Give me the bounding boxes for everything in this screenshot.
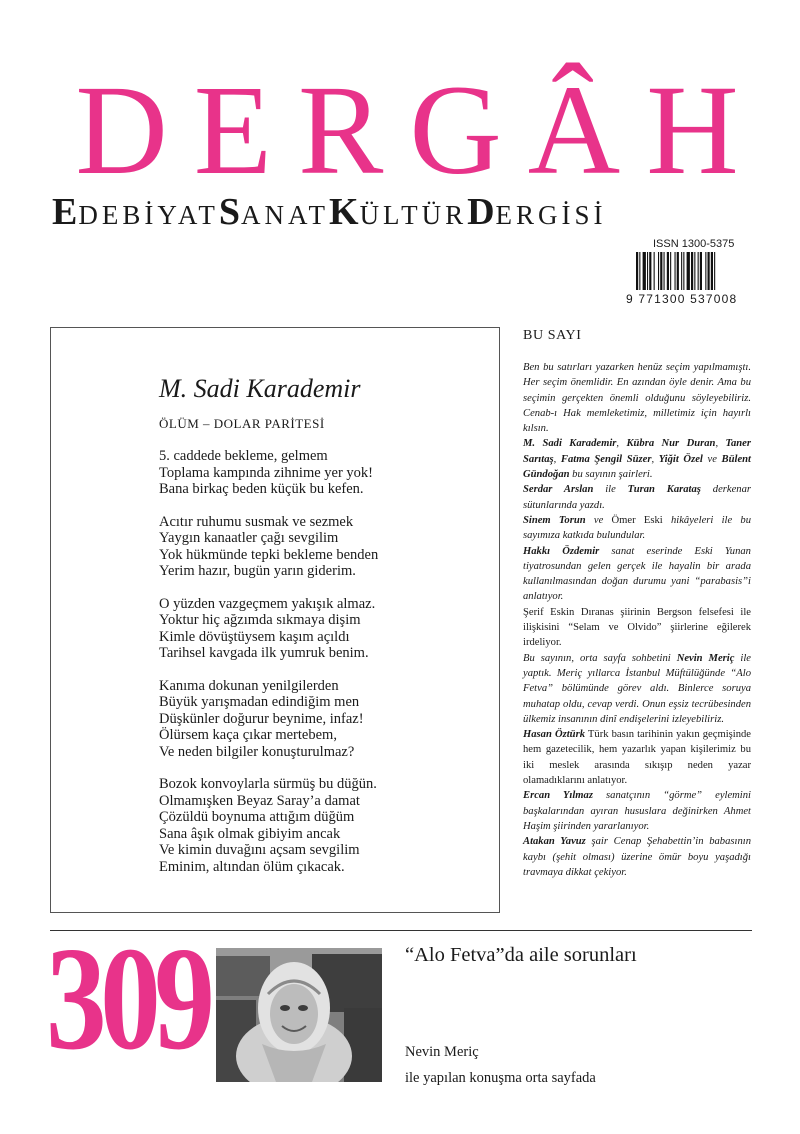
barcode-bar: [636, 252, 638, 290]
poem-line: Yok hükmünde tepki bekleme benden: [159, 546, 379, 563]
barcode-bar: [654, 252, 655, 290]
contents-paragraph: [523, 360, 751, 436]
contents-notes: [523, 360, 751, 880]
poem-stanza: [159, 514, 489, 580]
barcode-bar: [705, 252, 706, 290]
barcode-bar: [649, 252, 651, 290]
contributor-name: Turan Karataş: [627, 484, 701, 496]
contributor-name: Ercan Yılmaz: [523, 790, 593, 802]
poem-line: Ve neden bilgiler konuşturulmaz?: [159, 743, 355, 760]
poem-line: Acıtır ruhumu susmak ve sezmek: [159, 513, 354, 530]
contributor-name: Bülent Gündoğan: [523, 453, 751, 481]
contents-text: Ben bu satırları yazarken henüz seçim yapılmamıştı. Her seçim önemlidir. En azından öyle denir. Ama bu seçimin gerçekten önemli olduğunu söyleyebiliriz. Cenab-ı Hak memleketimiz, milletimiz için hayırlı kılsın.: [523, 362, 751, 435]
contributor-name: Hakkı Özdemir: [523, 545, 600, 557]
barcode-bar: [677, 252, 679, 290]
barcode-digits: 9 771300 537008: [626, 292, 738, 306]
poem-line: Yerim hazır, bugün yarın giderim.: [159, 563, 356, 579]
barcode-bar: [639, 252, 640, 290]
magazine-subtitle: [52, 190, 607, 234]
poem-line: Yaygın kanaatler çağı sevgilim: [159, 530, 339, 546]
contents-text: Türk basın tarihinin yakın geçmişinde hem gazetecilik, hem yazarlık yapan kişilerimiz bu iki meslek arasında sıkışıp neden yazar olamadıklarını anlatıyor.: [523, 729, 751, 787]
contents-text: sanat eserinde Eski Yunan tiyatrosundan gelen gerçek ile hayalin bir arada kullanılmasından doğan durumu yani “parabasis”i anlatıyor.: [523, 545, 751, 603]
contents-text: Şerif Eskin Dıranas şiirinin Bergson felsefesi ile ilişkisini “Selam ve Olvido” şiirlerine eğilerek irdeliyor.: [523, 606, 751, 649]
poem-body: [159, 448, 489, 891]
barcode-bar: [714, 252, 715, 290]
barcode-bar: [647, 252, 648, 290]
contents-paragraph: [523, 482, 751, 513]
feature-title: “Alo Fetva”da aile sorunları: [405, 944, 637, 966]
poem-line: Düşkünler doğurur beynime, infaz!: [159, 710, 364, 727]
contributor-name: Yiğit Özel: [658, 453, 703, 465]
contents-text: ,: [616, 438, 627, 450]
poem-line: Tarihsel kavgada ilk yumruk benim.: [159, 645, 369, 661]
subtitle-word: KÜLTÜR: [329, 191, 468, 233]
issn-label: ISSN 1300-5375: [653, 238, 735, 250]
contributor-name: Sinem Torun: [523, 514, 586, 526]
contents-paragraph: [523, 834, 751, 880]
barcode-bar: [700, 252, 702, 290]
poem-line: Sana âşık olmak gibiyim ancak: [159, 825, 341, 842]
poem-box: [50, 327, 500, 913]
barcode-bar: [683, 252, 684, 290]
contents-text: Bu sayının, orta sayfa sohbetini: [523, 652, 677, 664]
contributor-name: Taner Sarıtaş: [523, 438, 751, 465]
barcode-bar: [660, 252, 662, 290]
contents-text: şair Cenap Şehabettin’in babasının kaybı (şehit olması) üzerine ömür boyu yaşadığı travmaya dikkat çekiyor.: [523, 836, 752, 878]
poem-line: O yüzden vazgeçmem yakışık almaz.: [159, 595, 376, 612]
contents-text: bu sayının şairleri.: [569, 469, 653, 481]
contents-paragraph: [523, 605, 751, 651]
poet-name: M. Sadi Karademir: [159, 374, 361, 403]
contents-text: Ömer Eski: [611, 514, 663, 526]
poem-line: Olmamışken Beyaz Saray’a damat: [159, 792, 360, 809]
poem-line: Ölürsem kaça çıkar mertebem,: [159, 727, 337, 743]
poem-line: Bozok konvoylarla sürmüş bu düğün.: [159, 776, 377, 792]
contributor-name: M. Sadi Karademir: [523, 438, 617, 450]
poem-line: Çözüldü boynuma attığım düğüm: [159, 809, 355, 825]
barcode-bar: [708, 252, 710, 290]
issue-number: 309: [46, 917, 209, 1081]
contents-text: ve: [702, 453, 722, 465]
barcode-bar: [687, 252, 690, 290]
contributor-name: Atakan Yavuz: [523, 836, 586, 848]
poem-line: 5. caddede bekleme, gelmem: [159, 448, 328, 464]
poem-line: Bana birkaç beden küçük bu kefen.: [159, 481, 364, 497]
barcode-bar: [658, 252, 659, 290]
contents-paragraph: [523, 788, 751, 834]
barcode-bar: [675, 252, 676, 290]
poem-stanza: [159, 448, 489, 498]
contents-text: ve: [585, 514, 612, 526]
barcode-bar: [670, 252, 671, 290]
portrait-image: [216, 948, 382, 1082]
barcode-bar: [698, 252, 699, 290]
poem-line: Kimle dövüştüysem kaşım açıldı: [159, 628, 350, 645]
contents-text: ,: [553, 453, 561, 465]
subtitle-word: SANAT: [218, 191, 329, 233]
poem-line: Eminim, altından ölüm çıkacak.: [159, 858, 345, 875]
contents-paragraph: [523, 436, 751, 482]
contents-text: ,: [651, 453, 659, 465]
contents-text: ile: [593, 484, 628, 496]
contents-text: hikâyeleri ile bu sayımıza katkıda bulundular.: [523, 514, 752, 542]
contributor-name: Serdar Arslan: [523, 484, 594, 496]
subtitle-word: DERGİSİ: [467, 191, 607, 233]
contributor-name: Kübra Nur Duran: [626, 438, 716, 450]
barcode-bar: [711, 252, 713, 290]
contents-text: derkenar sütunlarında yazdı.: [523, 484, 752, 511]
poem-stanza: [159, 596, 489, 662]
poem-title: ÖLÜM – DOLAR PARİTESİ: [159, 416, 325, 431]
barcode-bar: [681, 252, 682, 290]
contents-text: sanatçının “görme” eylemini başkalarından ayıran hususlara değinirken Ahmet Haşim şiirinden yararlanıyor.: [523, 790, 751, 832]
contents-paragraph: [523, 727, 751, 788]
contents-paragraph: [523, 544, 751, 605]
poem-line: Kanıma dokunan yenilgilerden: [159, 677, 339, 694]
interview-photo: [216, 948, 382, 1082]
subtitle-word: EDEBİYAT: [52, 191, 219, 233]
contributor-name: Fatma Şengil Süzer: [560, 453, 652, 465]
poem-stanza: [159, 776, 489, 875]
poem-line: Ve kimin duvağını açsam sevgilim: [159, 842, 360, 858]
feature-subtitle: ile yapılan konuşma orta sayfada: [405, 1070, 596, 1086]
barcode-bar: [643, 252, 646, 290]
contributor-name: Nevin Meriç: [676, 652, 735, 664]
barcode-bar: [664, 252, 665, 290]
magazine-title: DERGÂH: [75, 59, 765, 201]
barcode-bar: [667, 252, 669, 290]
contents-text: ,: [715, 438, 726, 450]
contents-heading: BU SAYI: [523, 328, 582, 343]
contents-paragraph: [523, 651, 751, 727]
contents-text: ile yaptık. Meriç yıllarca İstanbul Müftülüğünde “Alo Fetva” bölümünde görev aldı. Binlerce soruya muhatap oldu, cevap verdi. Onun eşsiz tecrübesinden ülkemiz insanının dinî endişelerini izleyebiliriz.: [523, 652, 751, 725]
barcode-bar: [694, 252, 695, 290]
barcode: [636, 252, 744, 290]
contents-paragraph: [523, 513, 751, 544]
poem-line: Büyük yarışmadan edindiğim men: [159, 694, 360, 710]
feature-name: Nevin Meriç: [405, 1044, 479, 1060]
poem-line: Yoktur hiç ağzımda sıkmaya dişim: [159, 612, 361, 628]
poem-stanza: [159, 678, 489, 761]
contributor-name: Hasan Öztürk: [523, 729, 585, 741]
poem-line: Toplama kampında zihnime yer yok!: [159, 464, 374, 481]
barcode-bar: [691, 252, 693, 290]
